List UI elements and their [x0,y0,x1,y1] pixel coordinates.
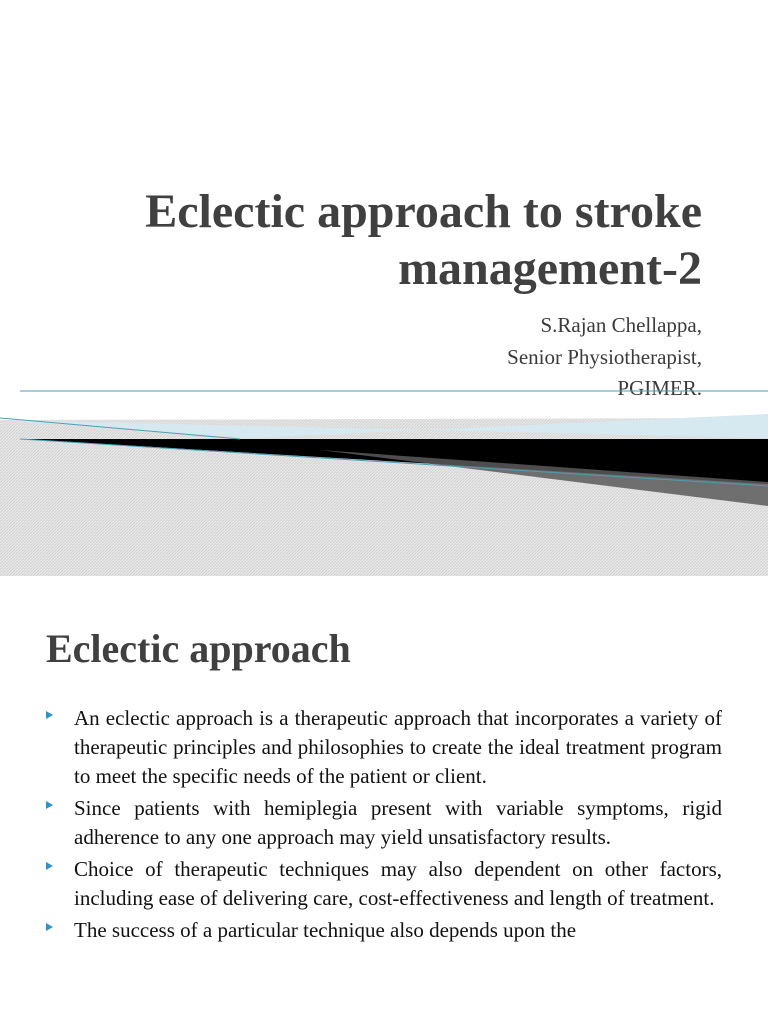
slide-title-line-2: management-2 [398,242,702,295]
content-title: Eclectic approach [46,626,351,671]
bullet-item [46,704,722,791]
bullet-item [46,794,722,852]
triangle-bullet-icon [46,711,53,719]
triangle-bullet-icon [46,801,53,809]
bullet-text: Since patients with hemiplegia present with variable symptoms, rigid adherence to any one approach may yield unsatisfactory results. [74,796,722,849]
bullet-item [46,916,722,945]
author-name: S.Rajan Chellappa, [540,313,702,337]
bullet-list [46,704,722,948]
triangle-bullet-icon [46,862,53,870]
slide-title-line-1: Eclectic approach to stroke [145,185,702,238]
bullet-text: The success of a particular technique also depends upon the [74,918,577,942]
bullet-item [46,855,722,913]
author-role: Senior Physiotherapist, [507,344,702,369]
bullet-text: An eclectic approach is a therapeutic approach that incorporates a variety of therapeutic principles and philosophies to create the ideal treatment program to meet the specific needs of the patient or client. [74,706,722,788]
author-institution: PGIMER. [617,376,702,400]
content-slide [0,576,768,1024]
triangle-bullet-icon [46,923,53,931]
bullet-text: Choice of therapeutic techniques may also dependent on other factors, including ease of delivering care, cost-effectiveness and length of treatment. [74,857,722,910]
